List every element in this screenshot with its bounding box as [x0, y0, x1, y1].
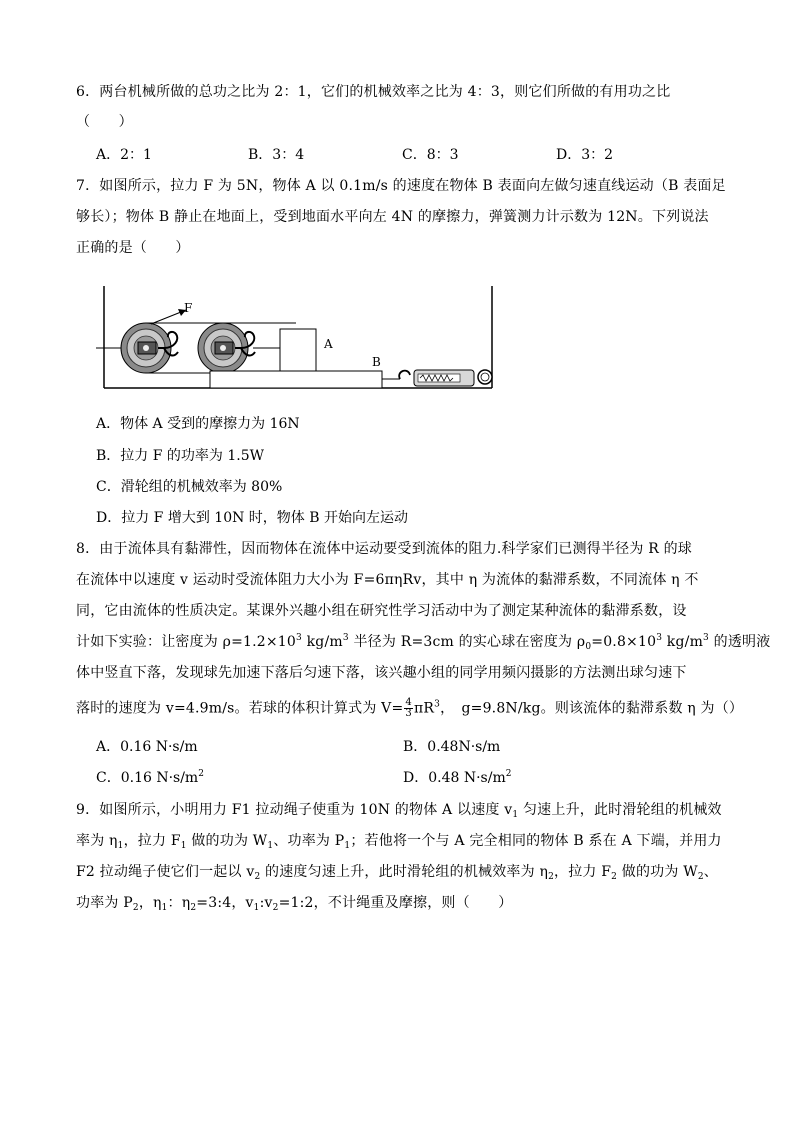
- q6-blank: （ ）: [76, 114, 133, 130]
- q9-stem-line2: 率为 $\eta_1$，拉力 $F_1$ 做的功为 $W_1$、功率为 $P_1$；若他将一个与 A 完全相同的物体 B 系在 A 下端，并用力: [76, 833, 722, 851]
- q9-stem-line4: 功率为 $P_2$，$\eta_1$：$\eta_2=3:4$，$v_1:v_2=1:2$，不计绳重及摩擦，则（ ）: [76, 895, 513, 913]
- q7-option-c: C．滑轮组的机械效率为 80%: [96, 479, 283, 495]
- label-a: A: [324, 337, 333, 351]
- q9-stem-line3: F2 拉动绳子使它们一起以 $v_2$ 的速度匀速上升，此时滑轮组的机械效率为 $\eta_2$，拉力 $F_2$ 做的功为 $W_2$、: [76, 864, 718, 882]
- q8-option-b: B．0.48N·s/m: [403, 739, 501, 755]
- q7-stem-line3: 正确的是（ ）: [76, 240, 190, 256]
- q7-stem-line2: 够长）；物体 B 静止在地面上，受到地面水平向左 4N 的摩擦力，弹簧测力计示数为 12N。下列说法: [76, 209, 709, 225]
- block-a: [280, 329, 316, 371]
- spring-scale: [382, 370, 492, 386]
- q7-option-d: D．拉力 F 增大到 10N 时，物体 B 开始向左运动: [96, 510, 408, 526]
- q8-stem-line6: 落时的速度为 v=4.9m/s。若球的体积计算式为 V= $\frac{4}{3}$ $\pi R^3$， g=9.8N/kg。则该流体的黏滞系数 η 为（）: [76, 697, 744, 719]
- label-f: F: [184, 301, 193, 315]
- q8-stem-line5: 体中竖直下落，发现球先加速下落后匀速下落，该兴趣小组的同学用频闪摄影的方法测出球匀速下: [76, 665, 687, 681]
- q8-option-c: C．0.16 $N\cdot s/m^2$: [96, 769, 204, 786]
- q8-stem-line2: 在流体中以速度 v 运动时受流体阻力大小为 F=6πηRv，其中 η 为流体的黏滞系数，不同流体 η 不: [76, 572, 699, 588]
- q8-option-d: D．0.48 $N\cdot s/m^2$: [403, 769, 512, 786]
- q6-option-a: A．2：1: [96, 147, 152, 163]
- q8-stem-line1: 8．由于流体具有黏滞性，因而物体在流体中运动要受到流体的阻力.科学家们已测得半径为 R 的球: [76, 541, 692, 557]
- q6-option-b: B．3：4: [248, 147, 305, 163]
- block-b: [210, 371, 382, 388]
- q7-option-a: A．物体 A 受到的摩擦力为 16N: [96, 416, 300, 432]
- q7-stem-line1: 7．如图所示，拉力 F 为 5N，物体 A 以 0.1m/s 的速度在物体 B 表面向左做匀速直线运动（B 表面足: [76, 178, 726, 194]
- q6-option-c: C．8：3: [402, 147, 459, 163]
- q6-option-d: D．3：2: [556, 147, 614, 163]
- label-b: B: [372, 355, 381, 369]
- q7-pulley-figure: [96, 282, 506, 394]
- fraction-4-3: $\frac{4}{3}$: [405, 697, 412, 719]
- q7-option-b: B．拉力 F 的功率为 1.5W: [96, 448, 265, 464]
- q8-option-a: A．0.16 N·s/m: [96, 739, 198, 755]
- q9-stem-line1: 9．如图所示，小明用力 F1 拉动绳子使重为 10N 的物体 A 以速度 $v_1$ 匀速上升，此时滑轮组的机械效: [76, 802, 722, 820]
- q6-stem: 6．两台机械所做的总功之比为 2：1，它们的机械效率之比为 4：3，则它们所做的有用功之比: [76, 84, 671, 100]
- q8-stem-line3: 同，它由流体的性质决定。某课外兴趣小组在研究性学习活动中为了测定某种流体的黏滞系数，设: [76, 603, 687, 619]
- q8-stem-line4: 计如下实验：让密度为 $\rho=1.2\times 10^3$ $kg/m^3$ 半径为 R=3cm 的实心球在密度为 $\rho_0=0.8\times 10^3$ $kg/m^3$ 的透明液: [76, 633, 771, 652]
